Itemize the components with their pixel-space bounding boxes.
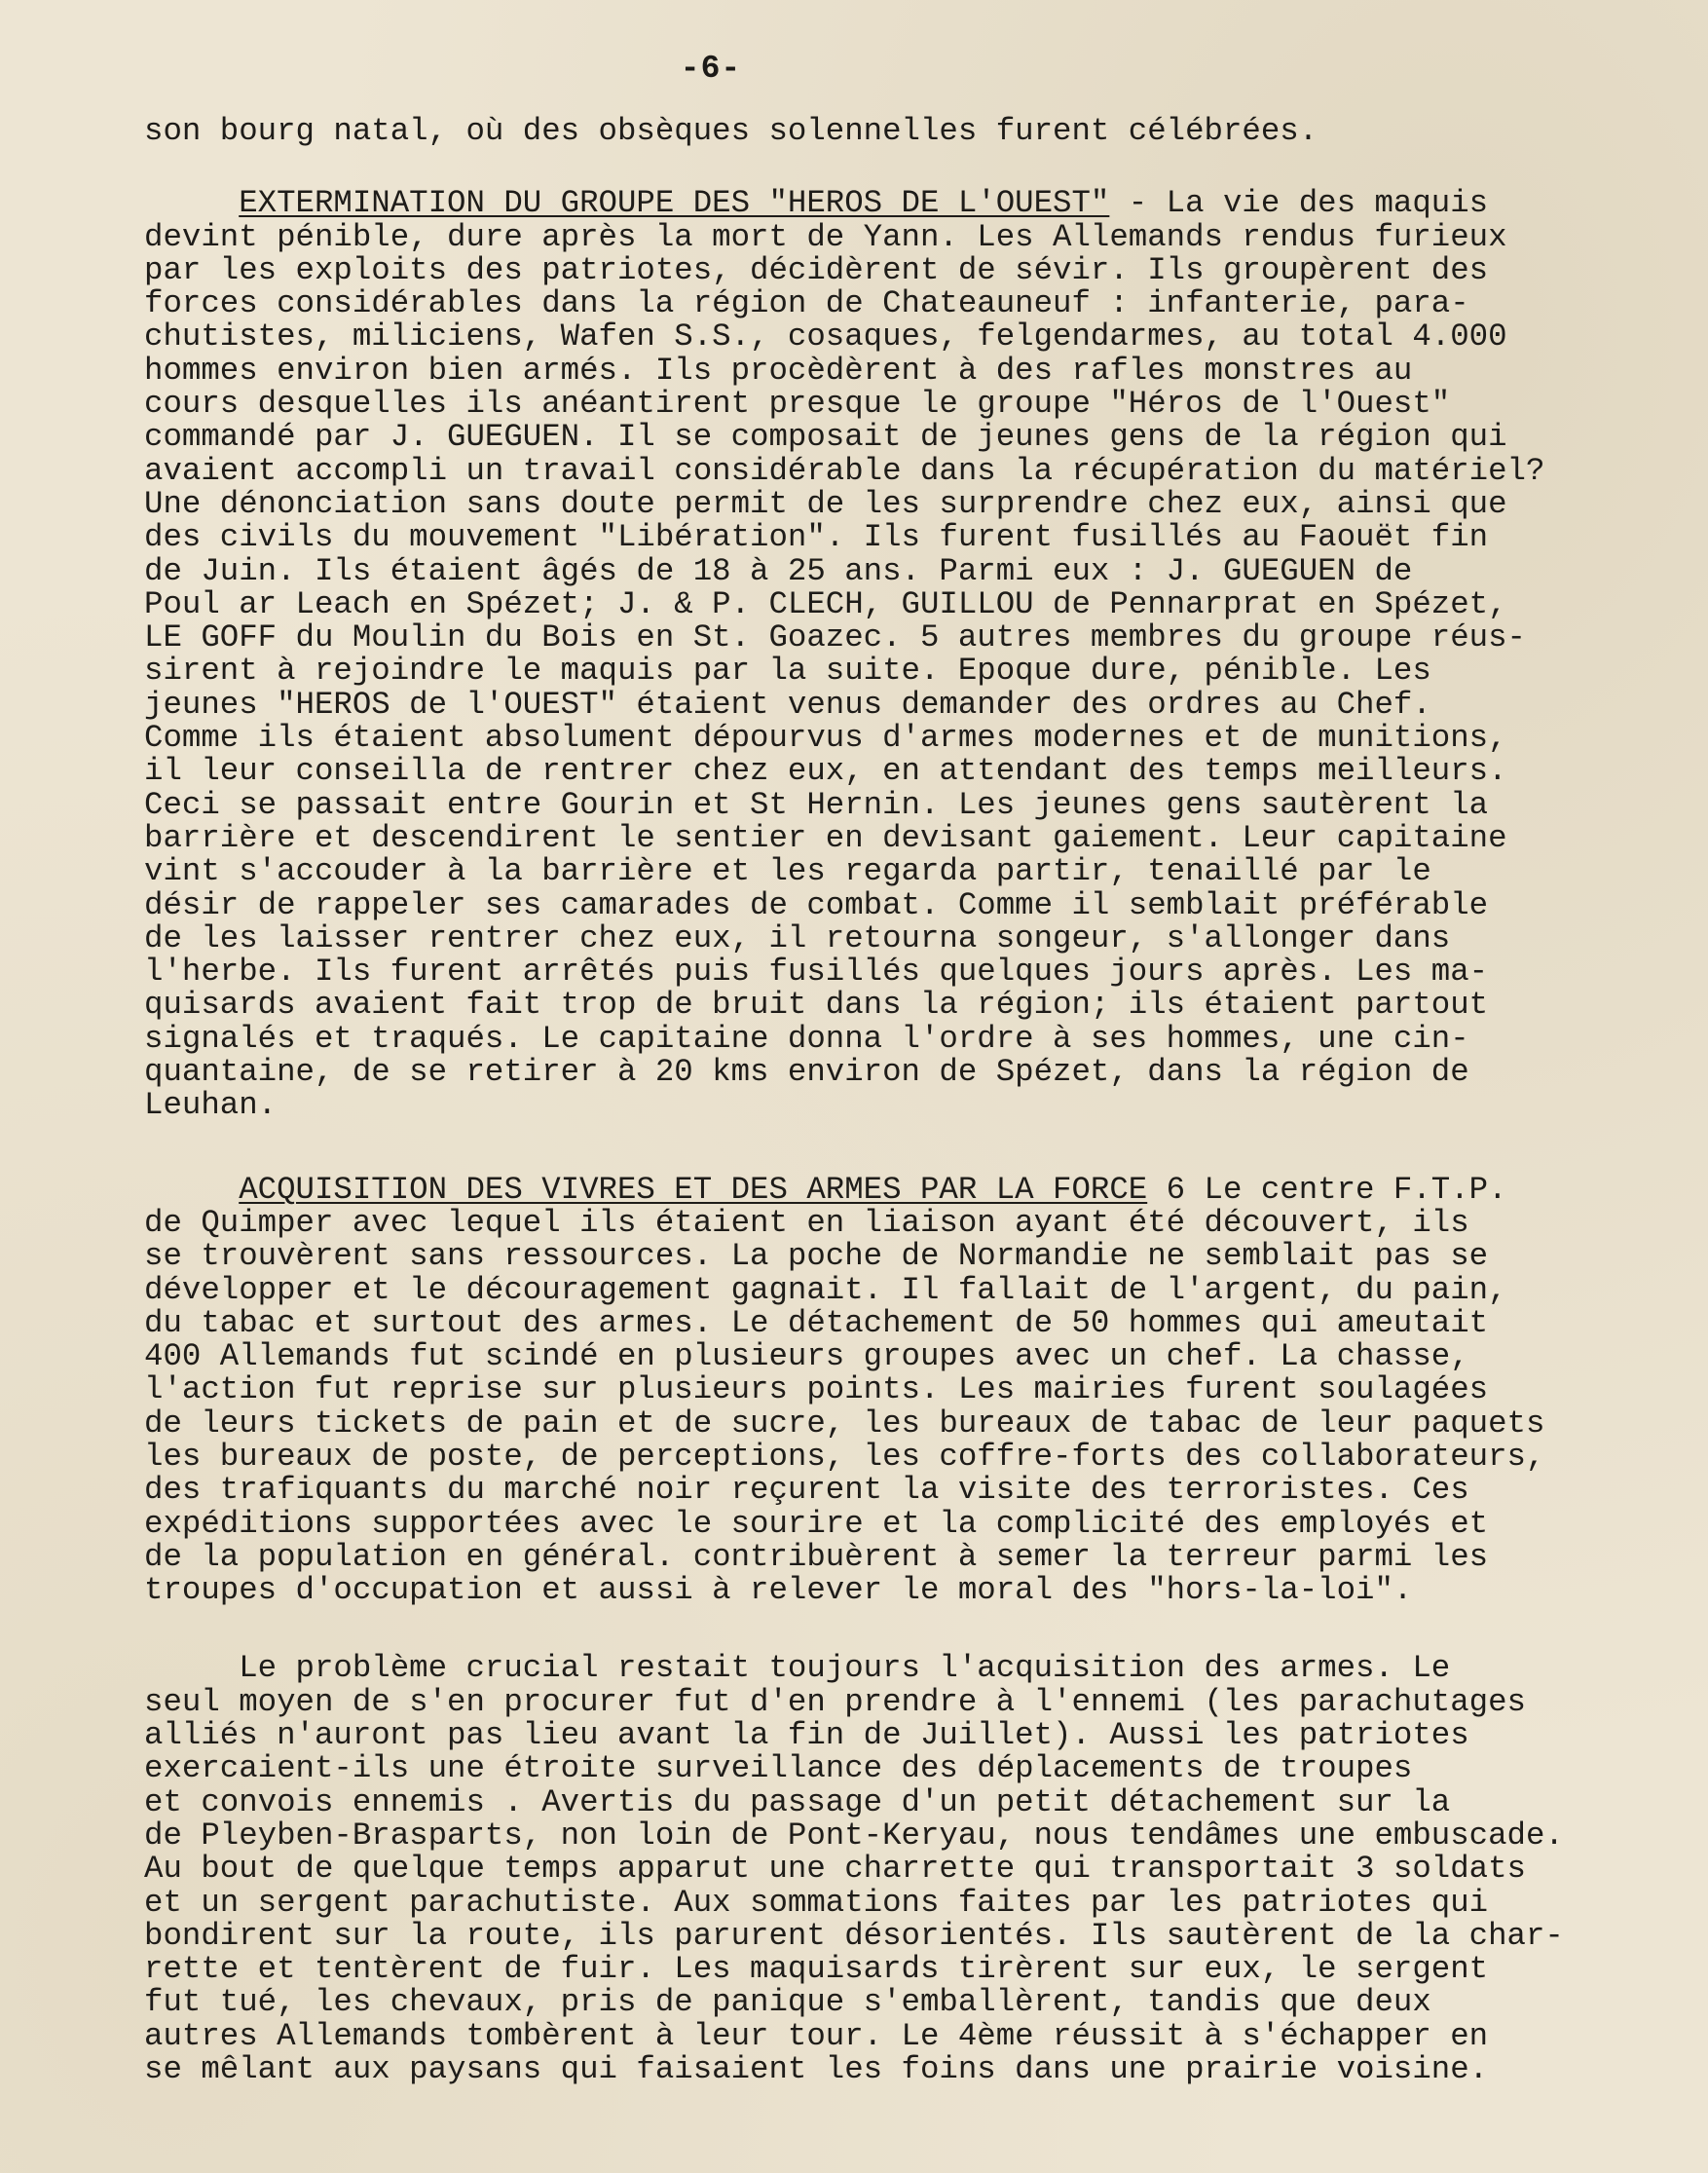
text-line: du tabac et surtout des armes. Le détachement de 50 hommes qui ameutait	[144, 1304, 1489, 1341]
text-line: quisards avaient fait trop de bruit dans la région; ils étaient partout	[144, 987, 1489, 1024]
text-line: de leurs tickets de pain et de sucre, les bureaux de tabac de leur paquets	[144, 1405, 1545, 1442]
text-line: Comme ils étaient absolument dépourvus d'armes modernes et de munitions,	[144, 720, 1507, 757]
text-line: Leuhan.	[144, 1087, 278, 1124]
text-line: et un sergent parachutiste. Aux sommations faites par les patriotes qui	[144, 1884, 1489, 1921]
section-2-first-line	[144, 1171, 1683, 1208]
text-line: et convois ennemis . Avertis du passage d'un petit détachement sur la	[144, 1783, 1451, 1820]
text-line: il leur conseilla de rentrer chez eux, en attendant des temps meilleurs.	[144, 753, 1507, 790]
text-line: développer et le découragement gagnait. Il fallait de l'argent, du pain,	[144, 1271, 1507, 1308]
text-line: LE GOFF du Moulin du Bois en St. Goazec. 5 autres membres du groupe réus-	[144, 619, 1526, 656]
body-text	[144, 115, 1683, 2086]
text-line: Ceci se passait entre Gourin et St Hernin. Les jeunes gens sautèrent la	[144, 786, 1489, 823]
text-line: des trafiquants du marché noir reçurent la visite des terroristes. Ces	[144, 1472, 1469, 1509]
text-line: de la population en général. contribuèrent à semer la terreur parmi les	[144, 1538, 1489, 1575]
text-line: quantaine, de se retirer à 20 kms environ de Spézet, dans la région de	[144, 1054, 1469, 1091]
text-line: alliés n'auront pas lieu avant la fin de Juillet). Aussi les patriotes	[144, 1717, 1469, 1754]
section-heading-extermination: EXTERMINATION DU GROUPE DES "HEROS DE L'OUEST"	[239, 185, 1110, 222]
text-line: l'action fut reprise sur plusieurs points. Les mairies furent soulagées	[144, 1371, 1489, 1408]
text-line: désir de rappeler ses camarades de combat. Comme il semblait préférable	[144, 886, 1489, 923]
section-acquisition	[144, 1204, 1683, 1609]
text-line: Poul ar Leach en Spézet; J. & P. CLECH, GUILLOU de Pennarprat en Spézet,	[144, 585, 1507, 622]
page-number: -6-	[680, 51, 742, 87]
text-line: Le problème crucial restait toujours l'acquisition des armes. Le	[144, 1650, 1451, 1687]
text-line: expéditions supportées avec le sourire et la complicité des employés et	[144, 1505, 1489, 1542]
text-line: les bureaux de poste, de perceptions, les coffre-forts des collaborateurs,	[144, 1438, 1545, 1475]
text-line: par les exploits des patriotes, décidèrent de sévir. Ils groupèrent des	[144, 251, 1489, 288]
text-line: autres Allemands tombèrent à leur tour. Le 4ème réussit à s'échapper en	[144, 2017, 1489, 2054]
text-line: des civils du mouvement "Libération". Ils furent fusillés au Faouët fin	[144, 519, 1489, 556]
text-line: jeunes "HEROS de l'OUEST" étaient venus demander des ordres au Chef.	[144, 686, 1431, 723]
text-line: fut tué, les chevaux, pris de panique s'emballèrent, tandis que deux	[144, 1984, 1431, 2021]
text-line: vint s'accouder à la barrière et les regarda partir, tenaillé par le	[144, 853, 1431, 890]
opening-line: son bourg natal, où des obsèques solennelles furent célébrées.	[144, 113, 1318, 149]
text-line: seul moyen de s'en procurer fut d'en prendre à l'ennemi (les parachutages	[144, 1683, 1526, 1720]
text-line: signalés et traqués. Le capitaine donna l'ordre à ses hommes, une cin-	[144, 1020, 1469, 1057]
text-line: l'herbe. Ils furent arrêtés puis fusillés quelques jours après. Les ma-	[144, 954, 1489, 991]
text-line: exercaient-ils une étroite surveillance des déplacements de troupes	[144, 1750, 1413, 1787]
text-line: chutistes, miliciens, Wafen S.S., cosaques, felgendarmes, au total 4.000	[144, 318, 1507, 356]
text-line: devint pénible, dure après la mort de Yann. Les Allemands rendus furieux	[144, 218, 1507, 255]
section-weapons	[144, 1652, 1683, 2086]
text-line: de Quimper avec lequel ils étaient en liaison ayant été découvert, ils	[144, 1204, 1469, 1241]
section-1-first-line	[144, 187, 1683, 220]
text-line: de Juin. Ils étaient âgés de 18 à 25 ans. Parmi eux : J. GUEGUEN de	[144, 552, 1413, 589]
text-line: se mêlant aux paysans qui faisaient les foins dans une prairie voisine.	[144, 2051, 1489, 2088]
section-heading-acquisition: ACQUISITION DES VIVRES ET DES ARMES PAR LA FORCE	[239, 1171, 1148, 1208]
text-line: de les laisser rentrer chez eux, il retourna songeur, s'allonger dans	[144, 919, 1451, 956]
text-line: se trouvèrent sans ressources. La poche de Normandie ne semblait pas se	[144, 1238, 1489, 1275]
text-line: 400 Allemands fut scindé en plusieurs groupes avec un chef. La chasse,	[144, 1338, 1469, 1375]
text-line: barrière et descendirent le sentier en devisant gaiement. Leur capitaine	[144, 819, 1507, 856]
text-line: cours desquelles ils anéantirent presque le groupe "Héros de l'Ouest"	[144, 386, 1451, 423]
text-line: sirent à rejoindre le maquis par la suite. Epoque dure, pénible. Les	[144, 653, 1431, 690]
text-line: hommes environ bien armés. Ils procèdèrent à des rafles monstres au	[144, 352, 1413, 389]
text-line: avaient accompli un travail considérable dans la récupération du matériel?	[144, 452, 1545, 489]
text-line: de Pleyben-Brasparts, non loin de Pont-Keryau, nous tendâmes une embuscade.	[144, 1817, 1564, 1854]
text-line: commandé par J. GUEGUEN. Il se composait de jeunes gens de la région qui	[144, 419, 1507, 456]
text-line: rette et tentèrent de fuir. Les maquisards tirèrent sur eux, le sergent	[144, 1951, 1489, 1988]
text-line: forces considérables dans la région de Chateauneuf : infanterie, para-	[144, 285, 1469, 322]
text-line: Au bout de quelque temps apparut une charrette qui transportait 3 soldats	[144, 1851, 1526, 1888]
text-line: bondirent sur la route, ils parurent désorientés. Ils sautèrent de la char-	[144, 1917, 1564, 1954]
text-line: 6 Le centre F.T.P.	[1147, 1171, 1507, 1208]
text-line: Une dénonciation sans doute permit de les surprendre chez eux, ainsi que	[144, 485, 1507, 522]
text-line: troupes d'occupation et aussi à relever le moral des "hors-la-loi".	[144, 1572, 1413, 1609]
text-line: - La vie des maquis	[1109, 185, 1489, 222]
section-extermination	[144, 218, 1683, 1124]
